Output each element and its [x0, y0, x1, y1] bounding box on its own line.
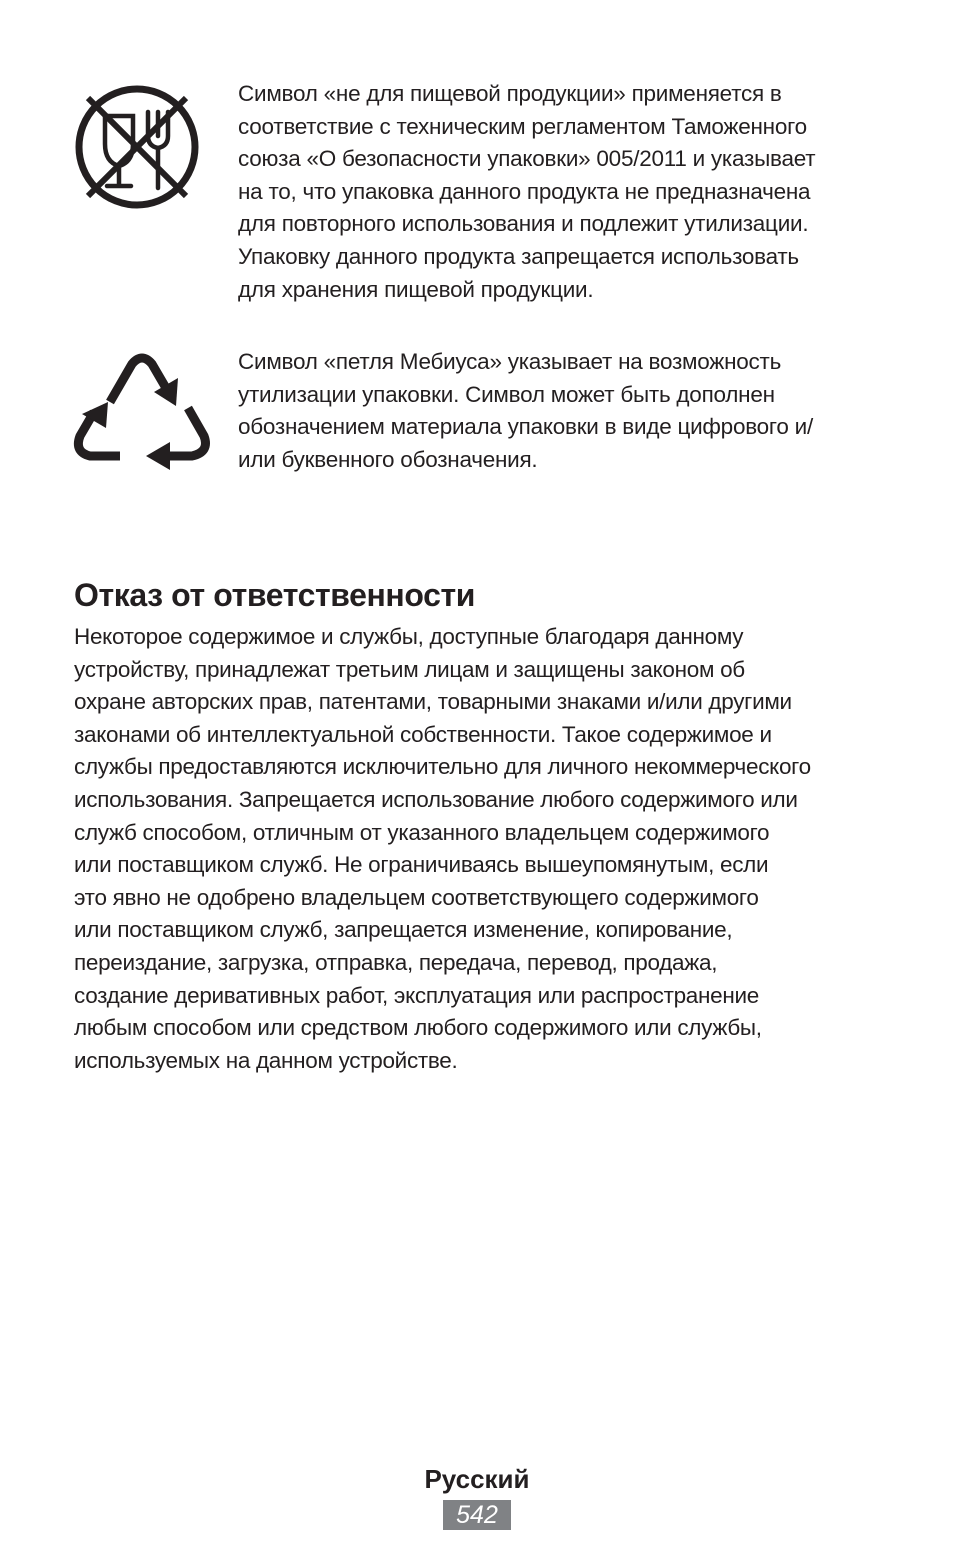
page-footer	[0, 1462, 954, 1530]
page-number-badge: 542	[443, 1500, 511, 1530]
disclaimer-body: Некоторое содержимое и службы, доступные благодаря данному устройству, принадлежат третьим лицам и защищены законом об охране авторских прав, патентами, товарными знаками и/или другими законами об интеллектуальной собственности. Такое содержимое и службы предоставляются исключительно для личного некоммерческого использования. Запрещается использование любого содержимого или служб способом, отличным от указанного владельцем содержимого или поставщиком служб. Не ограничиваясь вышеупомянутым, если это явно не одобрено владельцем соответствующего содержимого или поставщиком служб, запрещается изменение, копирование, переиздание, загрузка, отправка, передача, перевод, продажа, создание деривативных работ, эксплуатация или распространение любым способом или средством любого содержимого или службы, используемых на данном устройстве.	[74, 624, 811, 1073]
not-for-food-icon	[72, 82, 202, 212]
mobius-loop-icon	[72, 348, 212, 474]
footer-language: Русский	[424, 1464, 530, 1494]
disclaimer-title: Отказ от ответственности	[74, 577, 476, 613]
mobius-loop-description: Символ «петля Мебиуса» указывает на возможность утилизации упаковки. Символ может быть дополнен обозначением материала упаковки в виде цифрового и/ или буквенного обозначения.	[238, 349, 813, 472]
not-for-food-description: Символ «не для пищевой продукции» применяется в соответствие с техническим регламентом Таможенного союза «О безопасности упаковки» 005/2011 и указывает на то, что упаковка данного продукта не предназначена для повторного использования и подлежит утилизации. Упаковку данного продукта запрещается использовать для хранения пищевой продукции.	[238, 81, 816, 302]
